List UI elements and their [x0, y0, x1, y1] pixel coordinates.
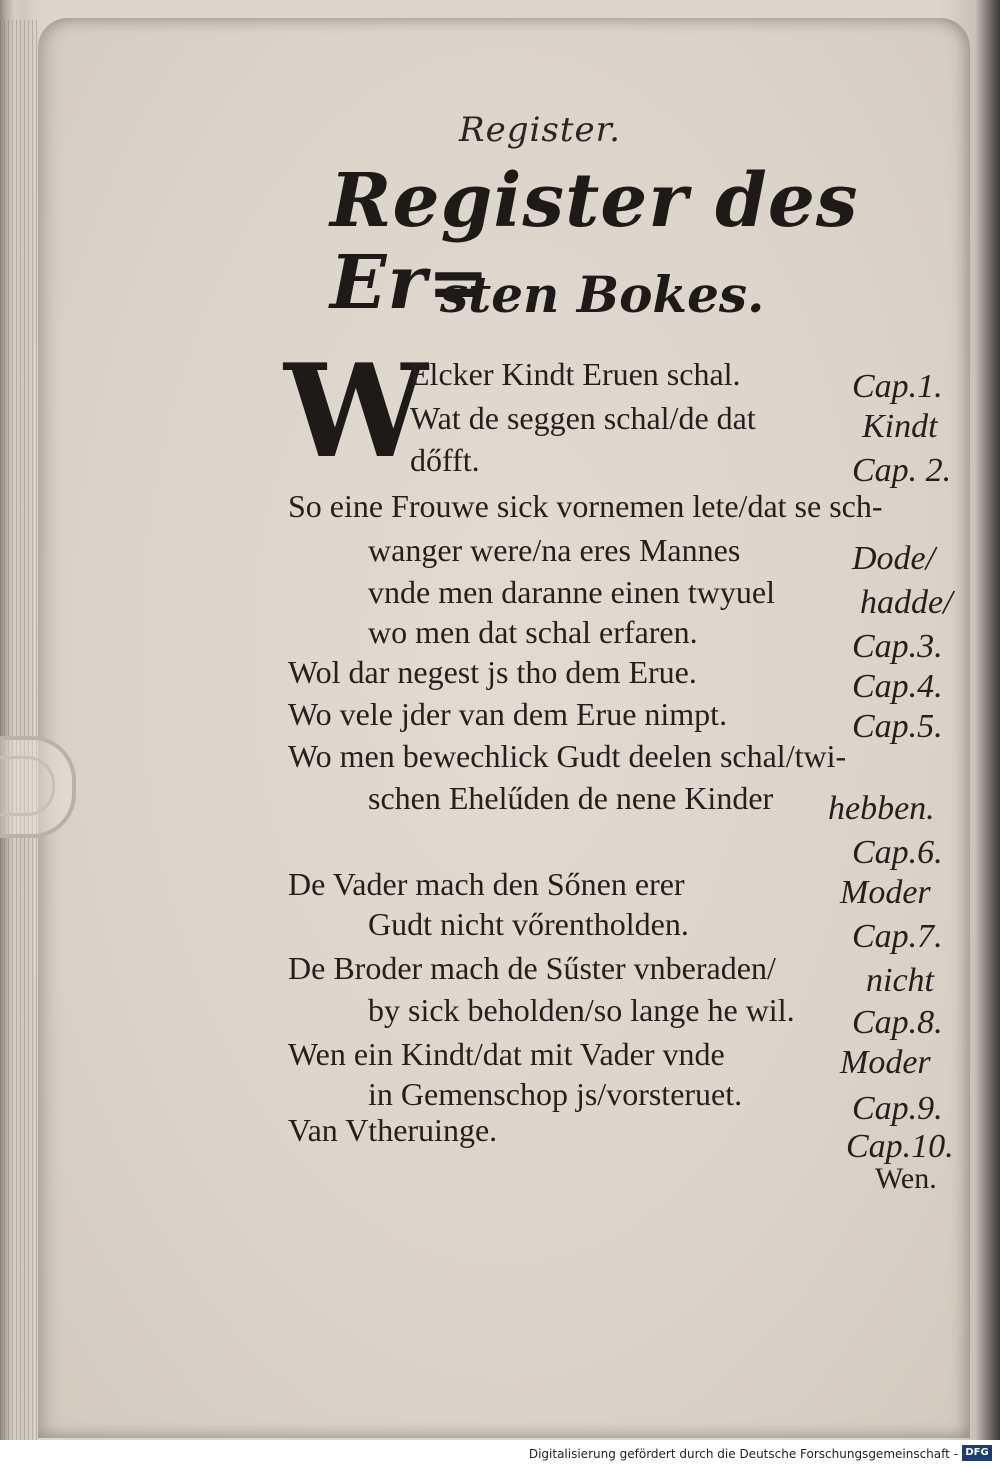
entry-text: Wo men bewechlick Gudt deelen schal/twi- [288, 738, 847, 774]
entry-cap: hebben. [828, 790, 935, 827]
entry-text: Wen ein Kindt/dat mit Vader vnde [288, 1036, 725, 1072]
entry-cap: hadde/ [860, 584, 953, 621]
entry-cap: nicht [866, 962, 934, 999]
entry-text: wo men dat schal erfaren. [368, 614, 698, 650]
entry-text: vnde men daranne einen twyuel [368, 574, 775, 610]
entry-text: Gudt nicht vőrentholden. [368, 906, 689, 942]
entry-cap: Cap.10. [846, 1128, 954, 1165]
entry-text: dőfft. [410, 442, 480, 478]
running-head: Register. [459, 110, 621, 150]
entry-text: schen Ehelűden de nene Kinder [368, 780, 774, 816]
entry-cap: Cap. 2. [852, 452, 952, 489]
entry-text: De Vader mach den Sőnen erer [288, 866, 685, 902]
entry-cap: Moder [840, 1044, 931, 1081]
entry-cap: Cap.9. [852, 1090, 943, 1127]
entry-cap: Cap.5. [852, 708, 943, 745]
entry-cap: Moder [840, 874, 931, 911]
catchword: Wen. [875, 1162, 937, 1195]
decorated-initial: W [284, 337, 428, 487]
page-stack-edge [0, 20, 40, 1440]
paperclip-inner-loop [0, 756, 55, 816]
title-line-1: Register des Er= [330, 158, 859, 326]
entry-text: wanger were/na eres Mannes [368, 532, 741, 568]
entry-text: Van Vtheruinge. [288, 1112, 498, 1148]
entry-cap: Cap.7. [852, 918, 943, 955]
title-line-2: sten Bokes. [440, 265, 765, 324]
entry-text: So eine Frouwe sick vornemen lete/dat se sch- [288, 488, 883, 524]
entry-cap: Cap.8. [852, 1004, 943, 1041]
dfg-logo-icon: DFG [962, 1445, 992, 1461]
entry-cap: Cap.1. [852, 368, 943, 405]
entry-text: in Gemenschop js/vorsteruet. [368, 1076, 743, 1112]
entry-text: Wat de seggen schal/de dat [410, 400, 756, 436]
entry-cap: Kindt [862, 408, 938, 445]
entry-text: Wo vele jder van dem Erue nimpt. [288, 696, 728, 732]
entry-cap: Cap.3. [852, 628, 943, 665]
entry-cap: Cap.4. [852, 668, 943, 705]
entry-cap: Cap.6. [852, 834, 943, 871]
footer-credit: Digitalisierung gefördert durch die Deutsche Forschungsgemeinschaft - [528, 1447, 958, 1461]
entry-text: Wol dar negest js tho dem Erue. [288, 654, 697, 690]
entry-text: by sick beholden/so lange he wil. [368, 992, 795, 1028]
entry-text: Elcker Kindt Eruen schal. [410, 356, 741, 392]
entry-cap: Dode/ [852, 540, 936, 577]
entry-text: De Broder mach de Sűster vnberaden/ [288, 950, 776, 986]
